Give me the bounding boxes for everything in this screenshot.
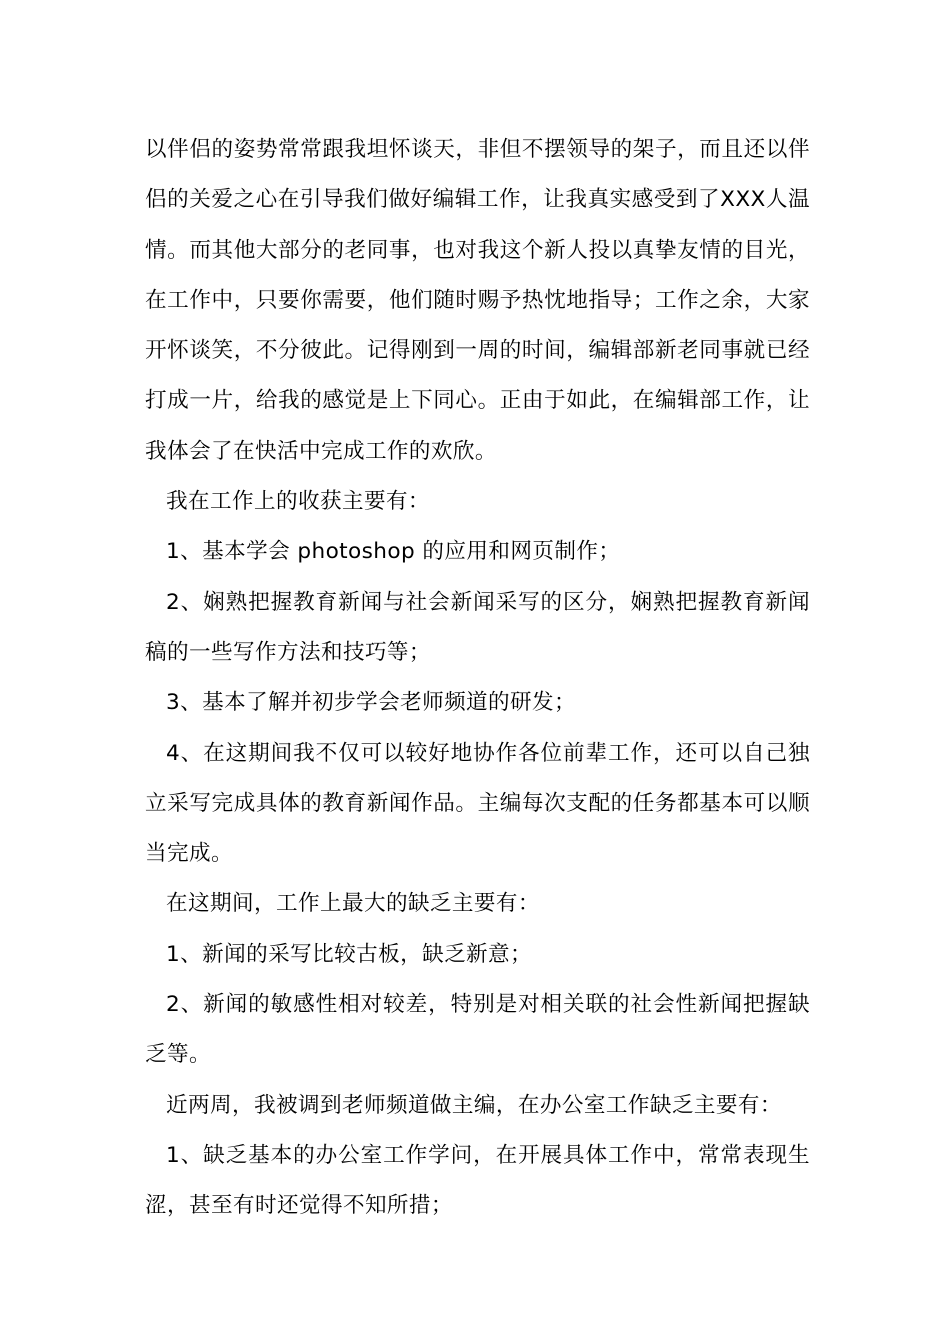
paragraph-8: 1、新闻的采写比较古板，缺乏新意； <box>166 941 533 967</box>
paragraph-2: 我在工作上的收获主要有： <box>166 489 430 515</box>
paragraph-7: 在这期间，工作上最大的缺乏主要有： <box>166 891 540 917</box>
document-body <box>145 125 810 1232</box>
paragraph-5: 3、基本了解并初步学会老师频道的研发； <box>166 690 577 716</box>
paragraph-4: 2、娴熟把握教育新闻与社会新闻采写的区分，娴熟把握教育新闻稿的一些写作方法和技巧等； <box>145 589 810 665</box>
paragraph-1: 以伴侣的姿势常常跟我坦怀谈天，非但不摆领导的架子，而且还以伴侣的关爱之心在引导我们做好编辑工作，让我真实感受到了XXX人温情。而其他大部分的老同事，也对我这个新人投以真挚友情的目光，在工作中，只要你需要，他们随时赐予热忱地指导；工作之余，大家开怀谈笑，不分彼此。记得刚到一周的时间，编辑部新老同事就已经打成一片，给我的感觉是上下同心。正由于如此，在编辑部工作，让我体会了在快活中完成工作的欢欣。 <box>145 137 810 464</box>
paragraph-6: 4、在这期间我不仅可以较好地协作各位前辈工作，还可以自己独立采写完成具体的教育新闻作品。主编每次支配的任务都基本可以顺当完成。 <box>145 740 810 867</box>
paragraph-10: 近两周，我被调到老师频道做主编，在办公室工作缺乏主要有： <box>166 1092 782 1118</box>
paragraph-9: 2、新闻的敏感性相对较差，特别是对相关联的社会性新闻把握缺乏等。 <box>145 992 810 1068</box>
paragraph-3: 1、基本学会 photoshop 的应用和网页制作； <box>166 539 621 565</box>
paragraph-11: 1、缺乏基本的办公室工作学问，在开展具体工作中，常常表现生涩，甚至有时还觉得不知所措； <box>145 1142 810 1219</box>
